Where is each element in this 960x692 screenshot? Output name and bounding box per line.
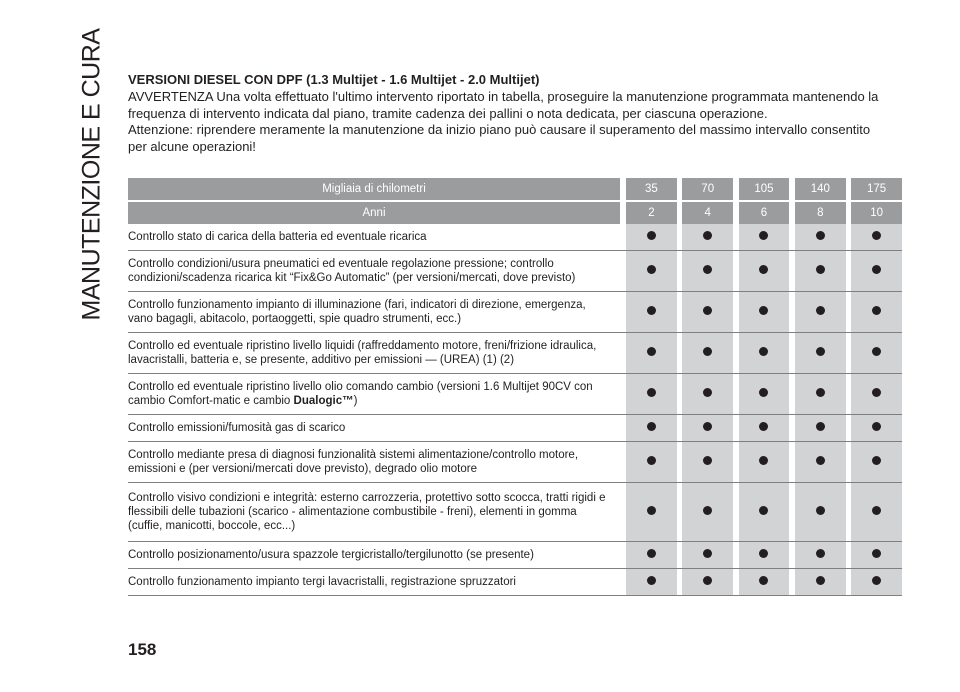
interval-cell [682, 569, 733, 596]
dot-icon [816, 506, 825, 515]
dot-icon [647, 347, 656, 356]
dot-icon [703, 347, 712, 356]
interval-cell [626, 442, 677, 483]
interval-cell [682, 442, 733, 483]
row-description [128, 569, 620, 596]
dot-icon [872, 265, 881, 274]
row-description [128, 292, 620, 333]
interval-cell [626, 415, 677, 442]
row-description-text: Controllo visivo condizioni e integrità: esterno carrozzeria, protettivo sotto scocca, tratti rigidi e flessibili delle tubazioni (scarico - alimentazione combustibile - freni), elementi in gomma (cuffie, manicotti, boccole, ecc...) [128, 492, 606, 532]
km-col-5: 175 [851, 178, 902, 202]
interval-cell [626, 224, 677, 251]
dot-icon [703, 306, 712, 315]
section-title: VERSIONI DIESEL CON DPF (1.3 Multijet - 1.6 Multijet - 2.0 Multijet) [128, 72, 540, 87]
dot-icon [703, 576, 712, 585]
dot-icon [703, 265, 712, 274]
row-description [128, 374, 620, 415]
dot-icon [872, 422, 881, 431]
dot-icon [703, 456, 712, 465]
dot-icon [647, 388, 656, 397]
interval-cell [682, 292, 733, 333]
dot-icon [647, 506, 656, 515]
km-col-3: 105 [739, 178, 790, 202]
dot-icon [759, 231, 768, 240]
interval-cell [851, 251, 902, 292]
interval-cell [739, 333, 790, 374]
interval-cell [851, 442, 902, 483]
interval-cell [851, 333, 902, 374]
interval-cell [682, 542, 733, 569]
km-col-4: 140 [795, 178, 846, 202]
km-col-1: 35 [626, 178, 677, 202]
interval-cell [626, 569, 677, 596]
table-row [128, 415, 902, 442]
interval-cell [795, 483, 846, 542]
dot-icon [703, 506, 712, 515]
dot-icon [647, 422, 656, 431]
dot-icon [647, 231, 656, 240]
row-description [128, 224, 620, 251]
side-chapter-title-text: MANUTENZIONE E CURA [77, 28, 106, 320]
interval-cell [626, 542, 677, 569]
table-row [128, 224, 902, 251]
dot-icon [872, 506, 881, 515]
dot-icon [759, 265, 768, 274]
interval-cell [851, 374, 902, 415]
dot-icon [872, 231, 881, 240]
km-label: Migliaia di chilometri [128, 178, 620, 202]
row-description-suffix: ) [353, 395, 358, 407]
table-row [128, 542, 902, 569]
interval-cell [851, 542, 902, 569]
dot-icon [759, 422, 768, 431]
row-description [128, 442, 620, 483]
interval-cell [739, 374, 790, 415]
dot-icon [872, 549, 881, 558]
table-row [128, 251, 902, 292]
km-col-2: 70 [682, 178, 733, 202]
interval-cell [739, 542, 790, 569]
row-description-text: Controllo ed eventuale ripristino livello olio comando cambio (versioni 1.6 Multijet 90CV con cambio Comfort-matic e cambio [128, 381, 593, 407]
dot-icon [703, 388, 712, 397]
table-row [128, 374, 902, 415]
interval-cell [739, 251, 790, 292]
dot-icon [759, 306, 768, 315]
years-label: Anni [128, 202, 620, 224]
side-chapter-title [72, 28, 112, 320]
interval-cell [851, 569, 902, 596]
dot-icon [703, 549, 712, 558]
table-row [128, 292, 902, 333]
row-description-text: Controllo stato di carica della batteria ed eventuale ricarica [128, 231, 427, 243]
interval-cell [626, 333, 677, 374]
row-description [128, 483, 620, 542]
row-description [128, 542, 620, 569]
dot-icon [816, 549, 825, 558]
dot-icon [816, 388, 825, 397]
interval-cell [682, 483, 733, 542]
row-description-bold: Dualogic™ [293, 395, 354, 407]
warning-paragraph: AVVERTENZA Una volta effettuato l'ultimo intervento riportato in tabella, proseguire la manutenzione programmata mantenendo la frequenza di intervento indicata dal piano, tramite cadenza dei pallini o nota dedicata, per ciascuna operazione. [128, 89, 879, 121]
years-col-3: 6 [739, 202, 790, 224]
dot-icon [816, 231, 825, 240]
interval-cell [795, 442, 846, 483]
interval-cell [739, 483, 790, 542]
maintenance-table [128, 178, 902, 596]
dot-icon [816, 265, 825, 274]
dot-icon [759, 576, 768, 585]
interval-cell [626, 483, 677, 542]
dot-icon [816, 306, 825, 315]
interval-cell [682, 224, 733, 251]
interval-cell [795, 333, 846, 374]
dot-icon [759, 506, 768, 515]
header-row-years [128, 202, 902, 224]
row-description-text: Controllo emissioni/fumosità gas di scarico [128, 422, 346, 434]
dot-icon [759, 456, 768, 465]
table-row [128, 569, 902, 596]
interval-cell [795, 292, 846, 333]
years-col-2: 4 [682, 202, 733, 224]
interval-cell [626, 292, 677, 333]
interval-cell [795, 415, 846, 442]
attention-paragraph: Attenzione: riprendere meramente la manutenzione da inizio piano può causare il superamento del massimo intervallo consentito per alcune operazioni! [128, 122, 871, 154]
interval-cell [626, 251, 677, 292]
dot-icon [759, 549, 768, 558]
years-col-5: 10 [851, 202, 902, 224]
interval-cell [739, 569, 790, 596]
interval-cell [739, 415, 790, 442]
row-description-text: Controllo mediante presa di diagnosi funzionalità sistemi alimentazione/controllo motore, emissioni e (per versioni/mercati dove previsto), degrado olio motore [128, 449, 579, 475]
table-row [128, 442, 902, 483]
dot-icon [647, 306, 656, 315]
section-intro [128, 72, 880, 155]
interval-cell [851, 483, 902, 542]
years-col-4: 8 [795, 202, 846, 224]
interval-cell [682, 333, 733, 374]
years-col-1: 2 [626, 202, 677, 224]
interval-cell [795, 542, 846, 569]
interval-cell [795, 251, 846, 292]
dot-icon [703, 422, 712, 431]
row-description-text: Controllo funzionamento impianto di illuminazione (fari, indicatori di direzione, emergenza, vano bagagli, abitacolo, portaoggetti, spie quadro strumenti, ecc.) [128, 299, 586, 325]
interval-cell [682, 251, 733, 292]
dot-icon [647, 576, 656, 585]
row-description [128, 415, 620, 442]
dot-icon [647, 265, 656, 274]
table-row [128, 483, 902, 542]
interval-cell [851, 415, 902, 442]
dot-icon [703, 231, 712, 240]
interval-cell [739, 442, 790, 483]
interval-cell [795, 569, 846, 596]
dot-icon [816, 422, 825, 431]
header-row-km [128, 178, 902, 202]
interval-cell [795, 374, 846, 415]
dot-icon [816, 576, 825, 585]
table-row [128, 333, 902, 374]
interval-cell [626, 374, 677, 415]
row-description-text: Controllo posizionamento/usura spazzole tergicristallo/tergilunotto (se presente) [128, 549, 534, 561]
dot-icon [759, 388, 768, 397]
page-number: 158 [128, 640, 157, 659]
interval-cell [851, 292, 902, 333]
interval-cell [795, 224, 846, 251]
row-description-text: Controllo ed eventuale ripristino livello liquidi (raffreddamento motore, freni/frizione idraulica, lavacristalli, batteria e, se presente, additivo per emissioni — (UREA) (1) (2) [128, 340, 597, 366]
row-description [128, 333, 620, 374]
row-description-text: Controllo funzionamento impianto tergi lavacristalli, registrazione spruzzatori [128, 576, 516, 588]
dot-icon [872, 576, 881, 585]
interval-cell [682, 374, 733, 415]
dot-icon [872, 456, 881, 465]
row-description-text: Controllo condizioni/usura pneumatici ed eventuale regolazione pressione; controllo condizioni/scadenza ricarica kit “Fix&Go Automatic” (per versioni/mercati, dove previsto) [128, 258, 576, 284]
dot-icon [647, 456, 656, 465]
dot-icon [872, 306, 881, 315]
interval-cell [739, 224, 790, 251]
interval-cell [682, 415, 733, 442]
dot-icon [816, 456, 825, 465]
dot-icon [872, 388, 881, 397]
dot-icon [816, 347, 825, 356]
row-description [128, 251, 620, 292]
dot-icon [872, 347, 881, 356]
interval-cell [851, 224, 902, 251]
dot-icon [647, 549, 656, 558]
interval-cell [739, 292, 790, 333]
dot-icon [759, 347, 768, 356]
